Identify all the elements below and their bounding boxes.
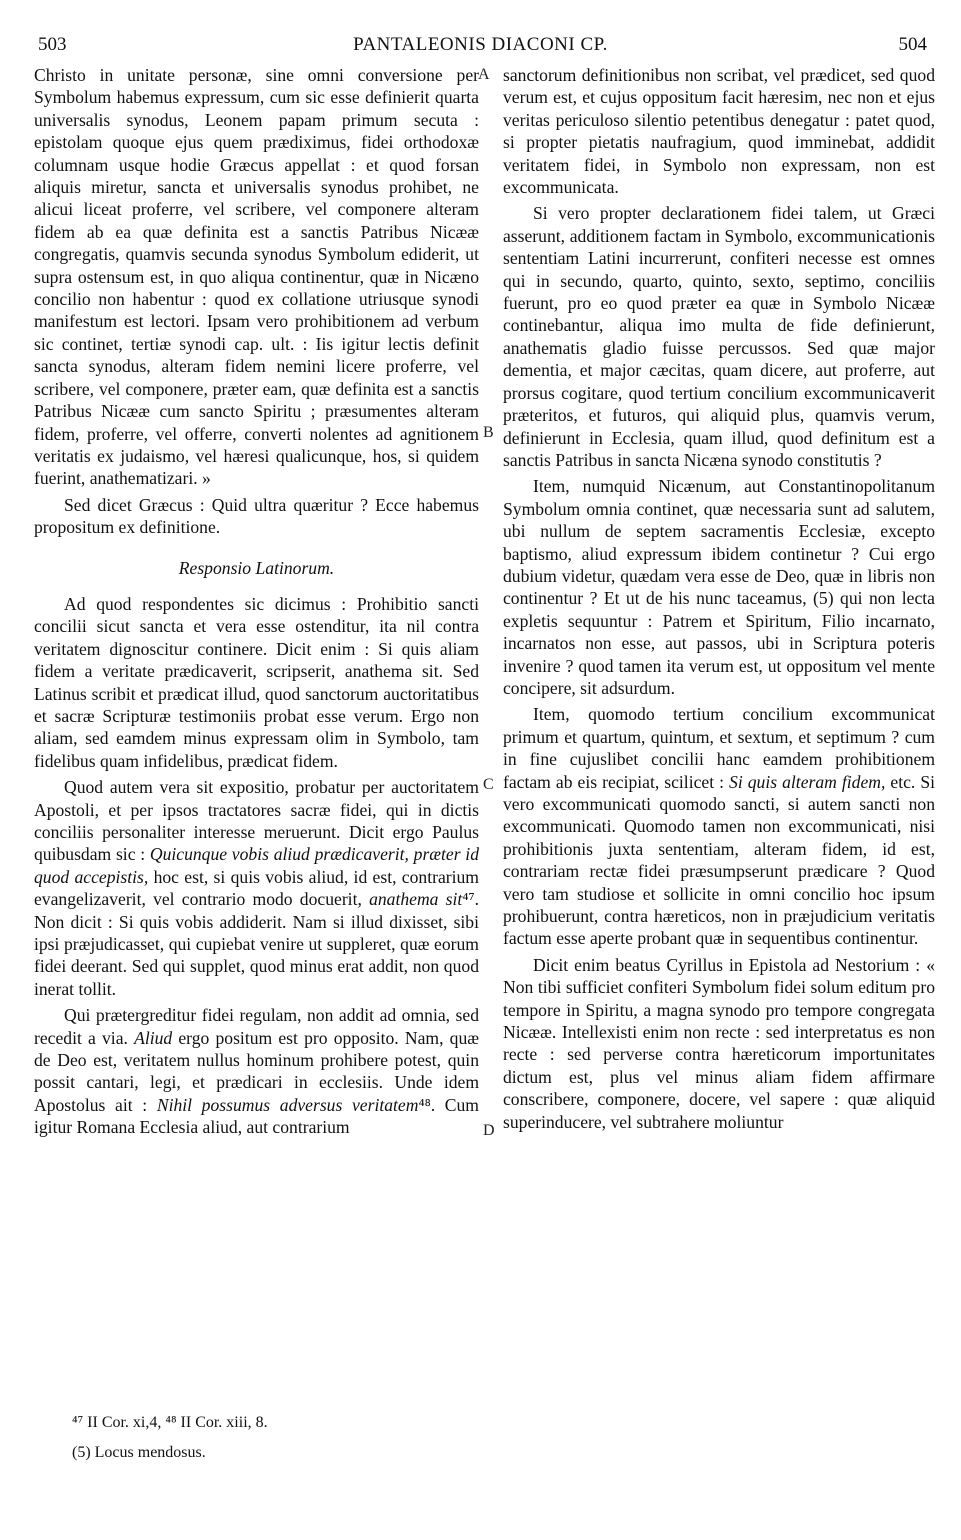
margin-letter-b: B xyxy=(483,424,494,441)
right-paragraph-1: sanctorum definitionibus non scribat, vel prædicet, sed quod verum est, et cujus oppositum facit hæresim, nec non et ejus veritas periculoso silentio petentibus denegatur : patet quod, si propter pietatis naufragium, quod imminebat, addidit veritatem fidei, in Symbolo non expressam, non est excommunicata. xyxy=(503,65,935,198)
left-paragraph-2: Sed dicet Græcus : Quid ultra quæritur ? Ecce habemus propositum ex definitione. xyxy=(34,494,479,538)
running-header xyxy=(0,0,961,58)
footnote-scripture-refs: ⁴⁷ II Cor. xi,4, ⁴⁸ II Cor. xiii, 8. xyxy=(72,1414,268,1431)
margin-letter-c: C xyxy=(483,776,494,793)
text-run: etc. Si vero excommunicati quomodo sancti, si autem sancti non excommunicati. Quomodo tamen non excommunicati, nisi prohibitionis juxta sententiam, alteram fidem, id est, contrariam rectæ fidei præsumpserunt prædicare ? Quod vero tam studiose et sollicite in omni concilio hoc ipsum prohibuerunt, contra hæreticos, non in præjudicium veritatis factum esse aperte probant quæ in sequentibus continentur. xyxy=(503,771,936,949)
section-heading: Responsio Latinorum. xyxy=(178,557,335,578)
text-run: ⁴⁷. Non dicit : Si quis vobis addiderit. Nam si illud dixisset, sibi ipsi præjudicasset, qui cupiebat venire ut suppleret, quæ eorum fidei deerant. Sed qui supplet, quod minus erat addit, non quod inerat tollit. xyxy=(34,889,479,999)
right-paragraph-3: Item, numquid Nicænum, aut Constantinopolitanum Symbolum omnia continet, quæ necessaria sunt ad salutem, ubi nullum de septem sacramentis Ecclesiæ, excepto baptismo, aliud expressum ibidem continetur ? Cui ergo dubium videtur, quædam vera esse de Deo, quæ in libris non continentur ? Et ut de his nunc taceamus, (5) qui non lecta expletis sequuntur : Patrem et Spiritum, Filio incarnato, incarnatos non esse, aut passos, ubi in Scriptura poteris invenire ? quod tamen ita verum est, ut oppositum vel mente concipere, sit adsurdum. xyxy=(503,476,935,698)
margin-letter-d: D xyxy=(483,1122,495,1139)
page-number-left: 503 xyxy=(38,34,67,55)
running-title: PANTALEONIS DIACONI CP. xyxy=(353,34,608,55)
text-run: hoc est, si quis vobis aliud, id est, contrarium evangelizaverit, vel contrario modo docuerit, xyxy=(34,866,479,910)
text-run: Item, quomodo tertium concilium excommunicat primum et quartum, quintum, et sextum, et septimum ? cum in fine cujuslibet concilii hanc eamdem prohibitionem factam ab eis recipiat, scilicet : xyxy=(503,704,935,792)
italic-quotation: Si quis alteram fidem, xyxy=(729,771,886,792)
text-run: Qui prætergreditur fidei regulam, non addit ad omnia, sed recedit a via. xyxy=(34,1005,479,1048)
text-run: Quod autem vera sit expositio, probatur per auctoritatem Apostoli, et per ipsos tractatores sacræ fidei, qui in dictis conciliis personaliter interesse meruerunt. Dicit ergo Paulus quibusdam sic : xyxy=(34,777,479,865)
italic-quotation: Quicunque vobis aliud prædicaverit, præter id quod accepistis, xyxy=(34,844,479,887)
left-paragraph-4 xyxy=(34,776,479,1000)
right-paragraph-4 xyxy=(503,703,935,949)
footnotes xyxy=(72,1408,268,1468)
italic-word: Aliud xyxy=(134,1027,173,1048)
margin-letter-a: A xyxy=(478,66,490,83)
page-number-right: 504 xyxy=(898,34,927,55)
left-paragraph-3: Ad quod respondentes sic dicimus : Prohibitio sancti concilii sicut sancta et vera esse ostenditur, ita nil contra veritatem dignoscitur continere. Dicit enim : Si quis aliam fidem a veritate prædicaverit, scripserit, anathema sit. Sed Latinus scribit et prædicat illud, quod sanctorum auctoritatibus et sacræ Scripturæ testimoniis probat esse verum. Ergo non aliam, sed eamdem minus expressam olim in Symbolo, tam fidelibus quam infidelibus, prædicat fidem. xyxy=(34,593,479,771)
right-column xyxy=(503,64,935,1133)
right-paragraph-2: Si vero propter declarationem fidei talem, ut Græci asserunt, additionem factam in Symbolo, excommunicationis sententiam Latini incurrerunt, confiteri necesse est omnes qui in secundo, quarto, quinto, sexto, septimo, conciliis fuerunt, pro eo quod præter ea quæ in Symbolo Nicææ continebantur, aliqua imo multa de fide definierunt, anathematis gladio fuisse percussos. Sed quæ major dementia, et major cæcitas, quam dicere, aut proferre, aut prorsus cogitare, quod tertium concilium excommunicaverit præteritos, et futuros, qui aliquid plus, quamvis verum, definierunt in Ecclesia, quam illud, quod definitum est a sanctis Patribus in sancta Nicæna synodo constitutis ? xyxy=(503,203,935,470)
left-paragraph-5 xyxy=(34,1004,479,1138)
left-column xyxy=(34,64,479,1139)
footnote-5: (5) Locus mendosus. xyxy=(72,1444,206,1461)
left-paragraph-1: Christo in unitate personæ, sine omni conversione per Symbolum habemus expressum, cum sic esse definierit quarta universalis synodus, Leonem papam primum secuta : epistolam quoque ejus quem prædiximus, fidei orthodoxæ columnam usque hodie Græcus appellat : et quod forsan aliquis miretur, sancta et universalis synodus prohibet, ne alicui liceat proferre, vel scribere, vel componere alteram fidem ab ea quæ definita est a sanctis Patribus Nicææ congregatis, quamvis secunda synodus Symbolum ediderit, ut supra ostensum est, in quo aliqua continentur, quæ in Nicæno concilio non habentur : quod ex collatione utriusque synodi manifestum est lectori. Ipsam vero prohibitionem ad verbum sic continet, tertiæ synodi cap. ult. : Iis igitur lectis definit sancta synodus, alteram fidem nemini licere proferre, vel scribere, vel componere, præter eam, quæ definita est a sanctis Patribus Nicææ cum sancto Spiritu ; præsumentes alteram fidem, proferre, vel offerre, converti nolentes ad agnitionem veritatis ex judaismo, vel hæresi qualicunque, hos, si quidem fuerint, anathematizari. » xyxy=(34,65,479,489)
text-run: ergo positum est pro opposito. Nam, quæ de Deo est, veritatem nullus hominum prohibere potest, quin possit cantari, legi, et prædicari in ecclesiis. Unde idem Apostolus ait : xyxy=(34,1027,479,1115)
italic-quotation: Nihil possumus adversus veritatem xyxy=(156,1094,419,1115)
text-run: ⁴⁸. Cum igitur Romana Ecclesia aliud, aut contrarium xyxy=(34,1094,479,1138)
right-paragraph-5: Dicit enim beatus Cyrillus in Epistola ad Nestorium : « Non tibi sufficiet confiteri Symbolum fidei solum editum pro tempore in Spiritu, a magna synodo pro tempore congregata Nicææ. Intellexisti enim non recte : sed interpretatus es non recte : sed perverse contra hæreticorum importunitates dictum est, plus vel minus aliam fidem affirmare conscribere, componere, docere, vel sapere : quæ aliquid superinducere, vel subtrahere moliuntur xyxy=(503,954,935,1132)
italic-quotation: anathema sit xyxy=(369,889,463,910)
